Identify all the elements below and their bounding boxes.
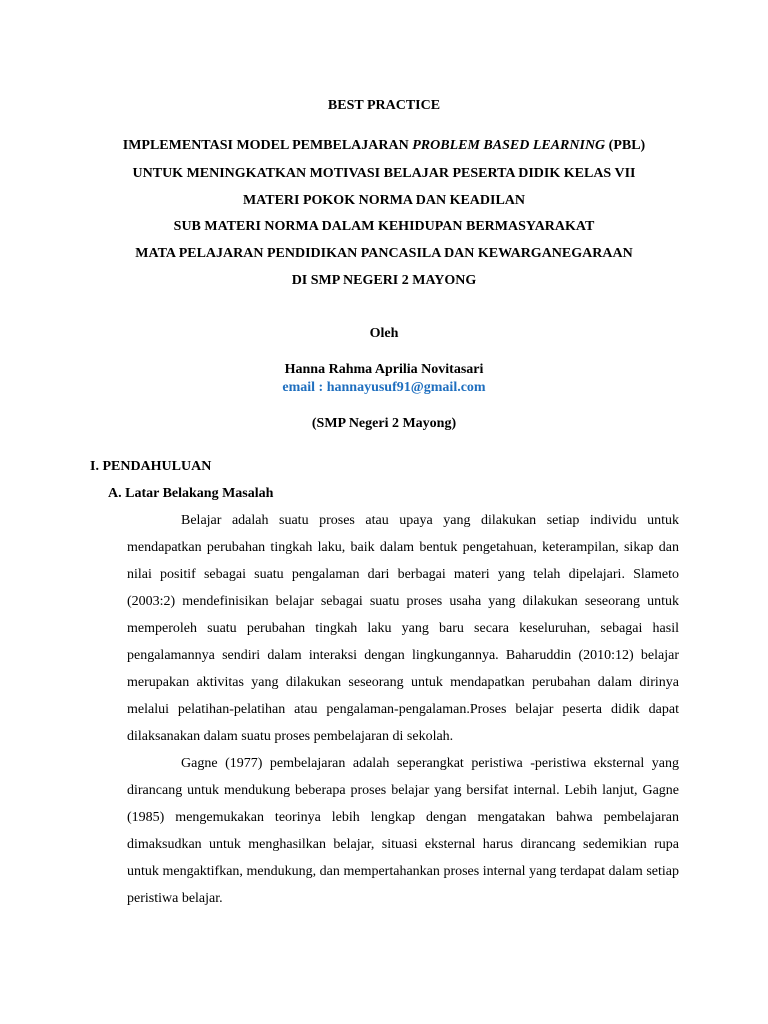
title-line-1-pre: IMPLEMENTASI MODEL PEMBELAJARAN xyxy=(122,138,413,153)
title-line-5: MATA PELAJARAN PENDIDIKAN PANCASILA DAN KEWARGANEGARAAN xyxy=(135,246,633,261)
title-line-1-post: (PBL) xyxy=(605,138,646,153)
title-line-1-italic: PROBLEM BASED LEARNING xyxy=(412,138,606,153)
subsection-heading: A. Latar Belakang Masalah xyxy=(108,486,274,501)
body-text xyxy=(127,507,679,912)
title-line-3: MATERI POKOK NORMA DAN KEADILAN xyxy=(242,193,526,208)
title-line-6: DI SMP NEGERI 2 MAYONG xyxy=(291,273,477,288)
title-line-2: UNTUK MENINGKATKAN MOTIVASI BELAJAR PESERTA DIDIK KELAS VII xyxy=(132,166,636,181)
section-heading: I. PENDAHULUAN xyxy=(90,459,212,474)
author-email-link[interactable]: email : hannayusuf91@gmail.com xyxy=(282,380,486,395)
paragraph-2: Gagne (1977) pembelajaran adalah seperangkat peristiwa -peristiwa eksternal yang dirancang untuk mendukung beberapa proses belajar yang bersifat internal. Lebih lanjut, Gagne (1985) mengemukakan teorinya lebih lengkap dengan mengatakan bahwa pembelajaran dimaksudkan untuk menghasilkan belajar, situasi eksternal harus dirancang sedemikian rupa untuk mengaktifkan, mendukung, dan mempertahankan proses internal yang terdapat dalam setiap peristiwa belajar. xyxy=(127,756,679,906)
paragraph-1: Belajar adalah suatu proses atau upaya yang dilakukan setiap individu untuk mendapatkan perubahan tingkah laku, baik dalam bentuk pengetahuan, keterampilan, sikap dan nilai positif sebagai suatu pengalaman dari berbagai materi yang telah dipelajari. Slameto (2003:2) mendefinisikan belajar sebagai suatu proses usaha yang dilakukan seseorang untuk memperoleh suatu perubahan tingkah laku yang baru secara keseluruhan, sebagai hasil pengalamannya sendiri dalam interaksi dengan lingkungannya. Baharuddin (2010:12) belajar merupakan aktivitas yang dilakukan seseorang untuk mendapatkan perubahan dalam dirinya melalui pelatihan-pelatihan atau pengalaman-pengalaman.Proses belajar peserta didik dapat dilaksanakan dalam suatu proses pembelajaran di sekolah. xyxy=(127,513,679,744)
author-name: Hanna Rahma Aprilia Novitasari xyxy=(284,362,484,377)
author-institution: (SMP Negeri 2 Mayong) xyxy=(311,416,457,431)
title-line-1 xyxy=(0,138,768,154)
title-line-4: SUB MATERI NORMA DALAM KEHIDUPAN BERMASYARAKAT xyxy=(173,219,595,234)
author-by-label: Oleh xyxy=(369,326,399,341)
doc-label: BEST PRACTICE xyxy=(327,98,441,113)
